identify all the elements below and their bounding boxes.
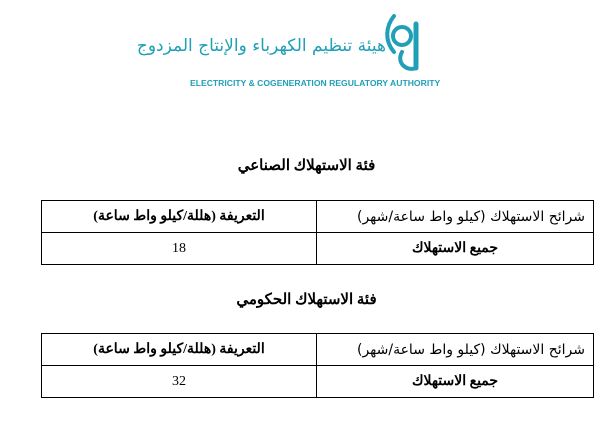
bracket-label: جميع الاستهلاك	[317, 233, 594, 265]
government-section-title: فئة الاستهلاك الحكومي	[236, 292, 377, 308]
table-row	[42, 233, 594, 265]
brackets-column-header: شرائح الاستهلاك (كيلو واط ساعة/شهر)	[317, 334, 594, 366]
logo-english-text: ELECTRICITY & COGENERATION REGULATORY AUTHORITY	[190, 78, 441, 88]
logo-arabic-text: هيئة تنظيم الكهرباء والإنتاج المزدوج	[136, 36, 386, 56]
authority-logo	[136, 6, 441, 90]
brackets-column-header: شرائح الاستهلاك (كيلو واط ساعة/شهر)	[317, 201, 594, 233]
bracket-label: جميع الاستهلاك	[317, 366, 594, 398]
tariff-column-header: التعريفة (هللة/كيلو واط ساعة)	[42, 201, 317, 233]
table-header-row	[42, 334, 594, 366]
industrial-tariff-table	[41, 200, 594, 265]
table-header-row	[42, 201, 594, 233]
government-tariff-table	[41, 333, 594, 398]
tariff-value: 32	[42, 366, 317, 398]
ecra-logo-icon	[380, 6, 428, 80]
tariff-value: 18	[42, 233, 317, 265]
tariff-column-header: التعريفة (هللة/كيلو واط ساعة)	[42, 334, 317, 366]
industrial-section-title: فئة الاستهلاك الصناعي	[237, 158, 376, 174]
table-row	[42, 366, 594, 398]
